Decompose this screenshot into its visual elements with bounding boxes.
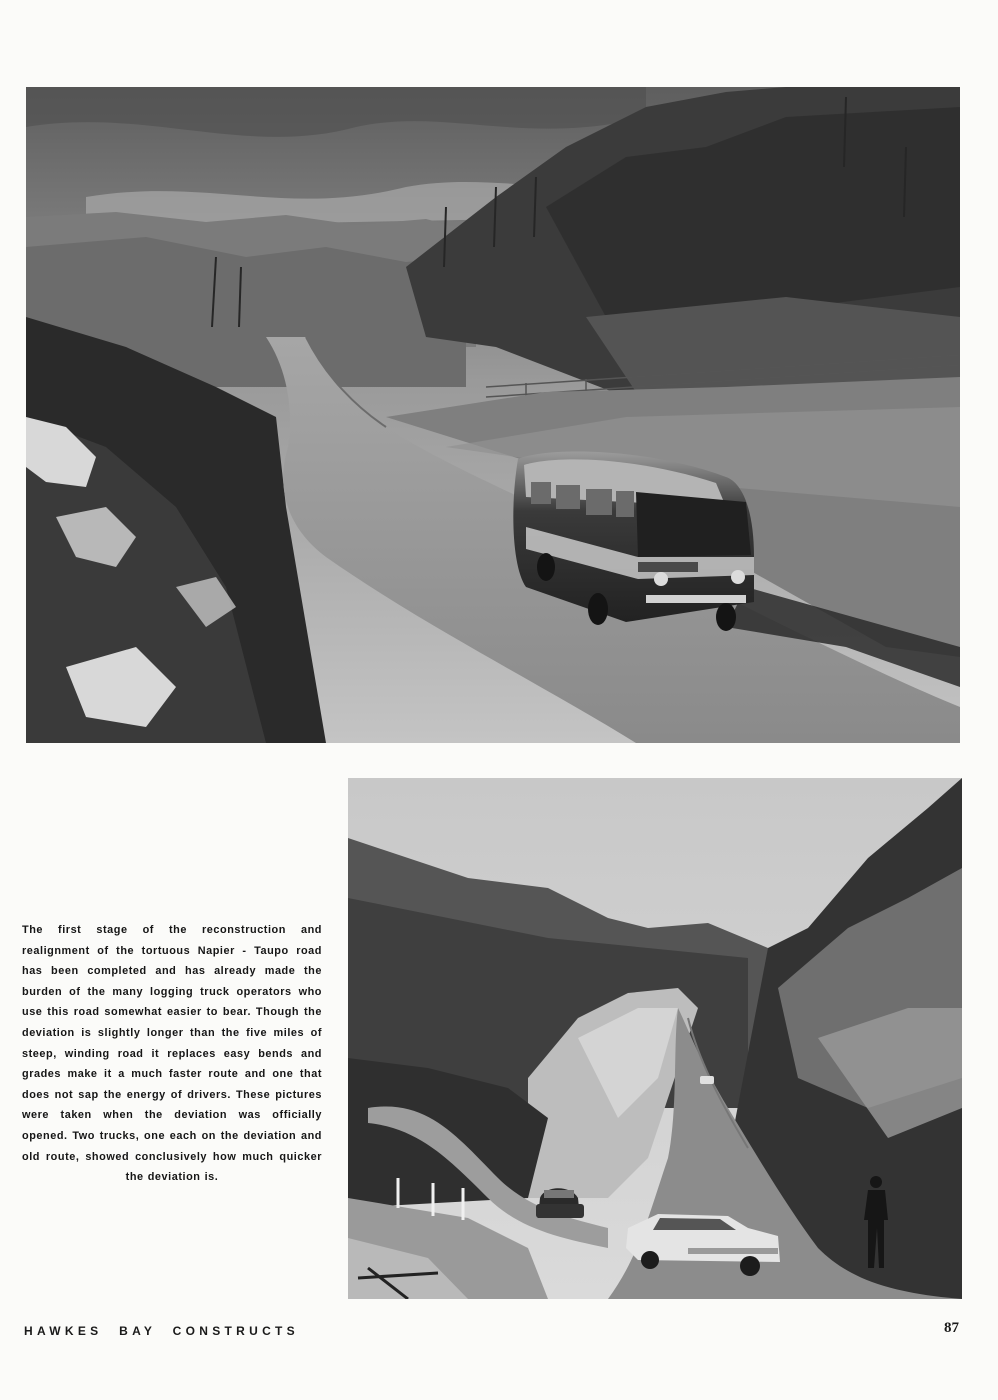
bus-on-highway-photo	[26, 87, 960, 743]
road-deviation-with-cars-photo	[348, 778, 962, 1299]
caption-paragraph: The first stage of the reconstruction and realignment of the tortuous Napier - Taupo road has been completed and has already made the burden of the many logging truck operators who use this road somewhat easier to bear. Though the deviation is slightly longer than the five miles of steep, winding road it replaces easy bends and grades make it a much faster route and one that does not sap the energy of drivers. These pictures were taken when the deviation was officially opened. Two trucks, one each on the deviation and old route, showed conclusively how much quicker the deviation is.	[22, 924, 322, 1184]
page-number: 87	[944, 1320, 959, 1336]
running-footer-title: HAWKES BAY CONSTRUCTS	[24, 1324, 299, 1338]
